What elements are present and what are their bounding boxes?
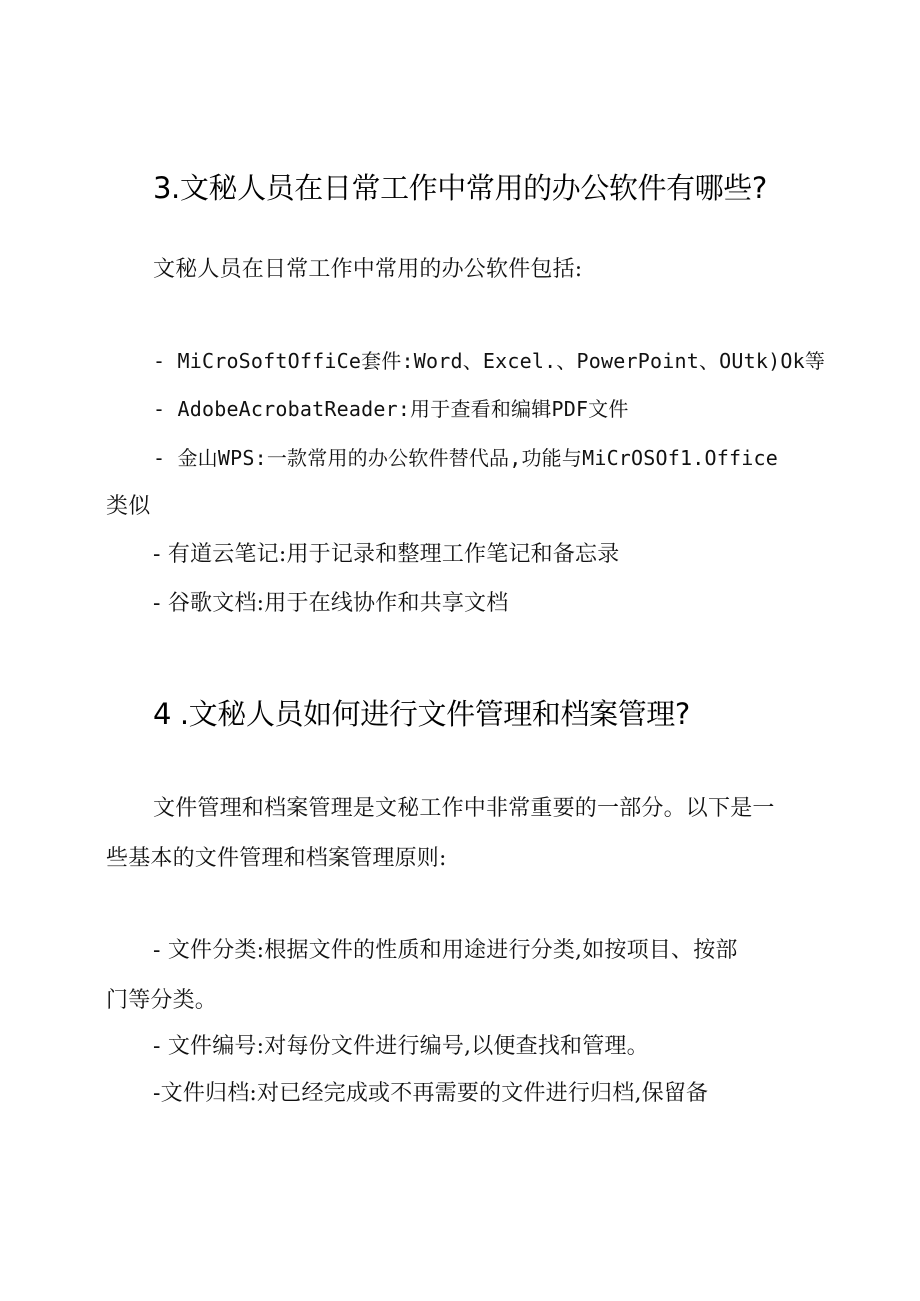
section-4-intro-line-2: 些基本的文件管理和档案管理原则:: [106, 846, 447, 871]
software-item-adobe-reader: - AdobeAcrobatReader:用于查看和编辑PDF文件: [153, 397, 629, 421]
section-3-heading: 3.文秘人员在日常工作中常用的办公软件有哪些?: [153, 171, 767, 205]
section-3-intro: 文秘人员在日常工作中常用的办公软件包括:: [153, 257, 583, 282]
software-item-wps-line-1: - 金山WPS:一款常用的办公软件替代品,功能与MiCrOSOf1.Office: [153, 446, 778, 470]
software-item-youdao-note: - 有道云笔记:用于记录和整理工作笔记和备忘录: [153, 542, 620, 567]
file-management-item-numbering: - 文件编号:对每份文件进行编号,以便查找和管理。: [153, 1034, 649, 1059]
software-item-microsoft-office: - MiCroSoftOffiCe套件:Word、Excel.、PowerPoint、OUtk)Ok等: [153, 349, 826, 373]
section-4-intro-line-1: 文件管理和档案管理是文秘工作中非常重要的一部分。以下是一: [153, 796, 775, 821]
software-item-wps-line-2: 类似: [106, 494, 151, 519]
file-management-item-classification-line-1: - 文件分类:根据文件的性质和用途进行分类,如按项目、按部: [153, 938, 738, 963]
file-management-item-classification-line-2: 门等分类。: [106, 988, 218, 1013]
file-management-item-archiving: -文件归档:对已经完成或不再需要的文件进行归档,保留备: [153, 1081, 709, 1106]
software-item-google-docs: - 谷歌文档:用于在线协作和共享文档: [153, 591, 509, 616]
section-4-heading: 4 .文秘人员如何进行文件管理和档案管理?: [153, 697, 690, 731]
